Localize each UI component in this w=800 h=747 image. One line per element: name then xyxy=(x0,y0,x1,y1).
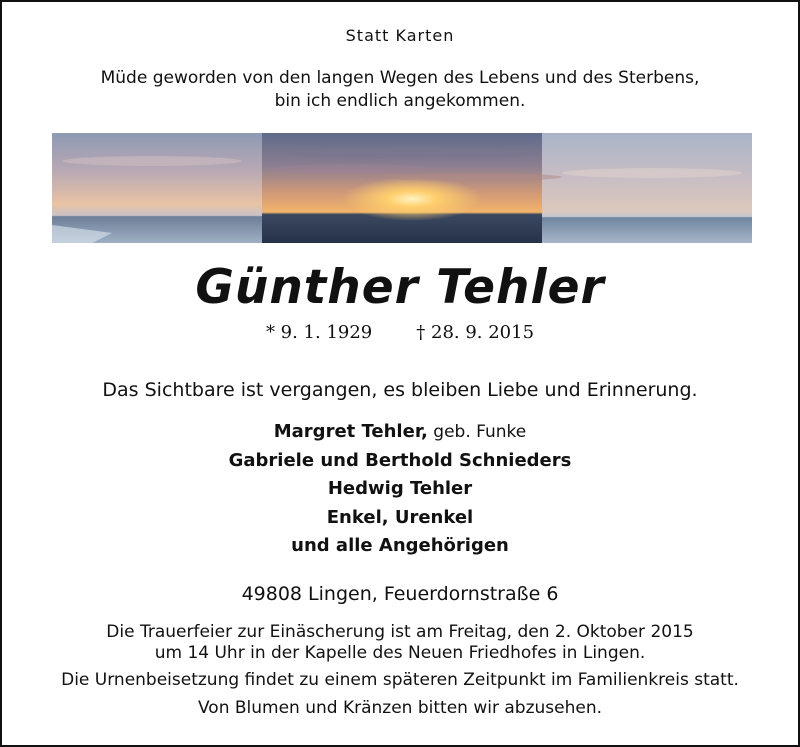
mourner-name: Margret Tehler, xyxy=(273,421,428,442)
mourner-line: Enkel, Urenkel xyxy=(326,507,474,528)
mourner-line: und alle Angehörigen xyxy=(291,535,509,556)
deceased-name: Günther Tehler xyxy=(195,260,605,315)
ceremony-info-line: um 14 Uhr in der Kapelle des Neuen Friedhofes in Lingen. xyxy=(154,643,646,663)
death-date: † 28. 9. 2015 xyxy=(416,322,535,343)
mourner-line: Gabriele und Berthold Schnieders xyxy=(228,450,572,471)
flowers-request-line: Von Blumen und Kränzen bitten wir abzusehen. xyxy=(197,698,602,718)
burial-info-line: Die Urnenbeisetzung findet zu einem späteren Zeitpunkt im Familienkreis statt. xyxy=(61,670,739,690)
poem-line-2: bin ich endlich angekommen. xyxy=(274,91,526,111)
mourner-line xyxy=(2,421,798,442)
mourner-line: Hedwig Tehler xyxy=(327,478,473,499)
memorial-saying: Das Sichtbare ist vergangen, es bleiben Liebe und Erinnerung. xyxy=(102,379,698,401)
ceremony-info-line: Die Trauerfeier zur Einäscherung ist am Freitag, den 2. Oktober 2015 xyxy=(106,622,694,642)
header-text: Statt Karten xyxy=(345,26,455,45)
sunset-photo xyxy=(52,133,752,243)
mourner-maiden-name: geb. Funke xyxy=(427,422,527,442)
birth-date: * 9. 1. 1929 xyxy=(265,322,373,343)
poem-line-1: Müde geworden von den langen Wegen des Lebens und des Sterbens, xyxy=(100,68,700,88)
life-dates xyxy=(2,322,798,343)
family-address: 49808 Lingen, Feuerdornstraße 6 xyxy=(241,583,559,605)
